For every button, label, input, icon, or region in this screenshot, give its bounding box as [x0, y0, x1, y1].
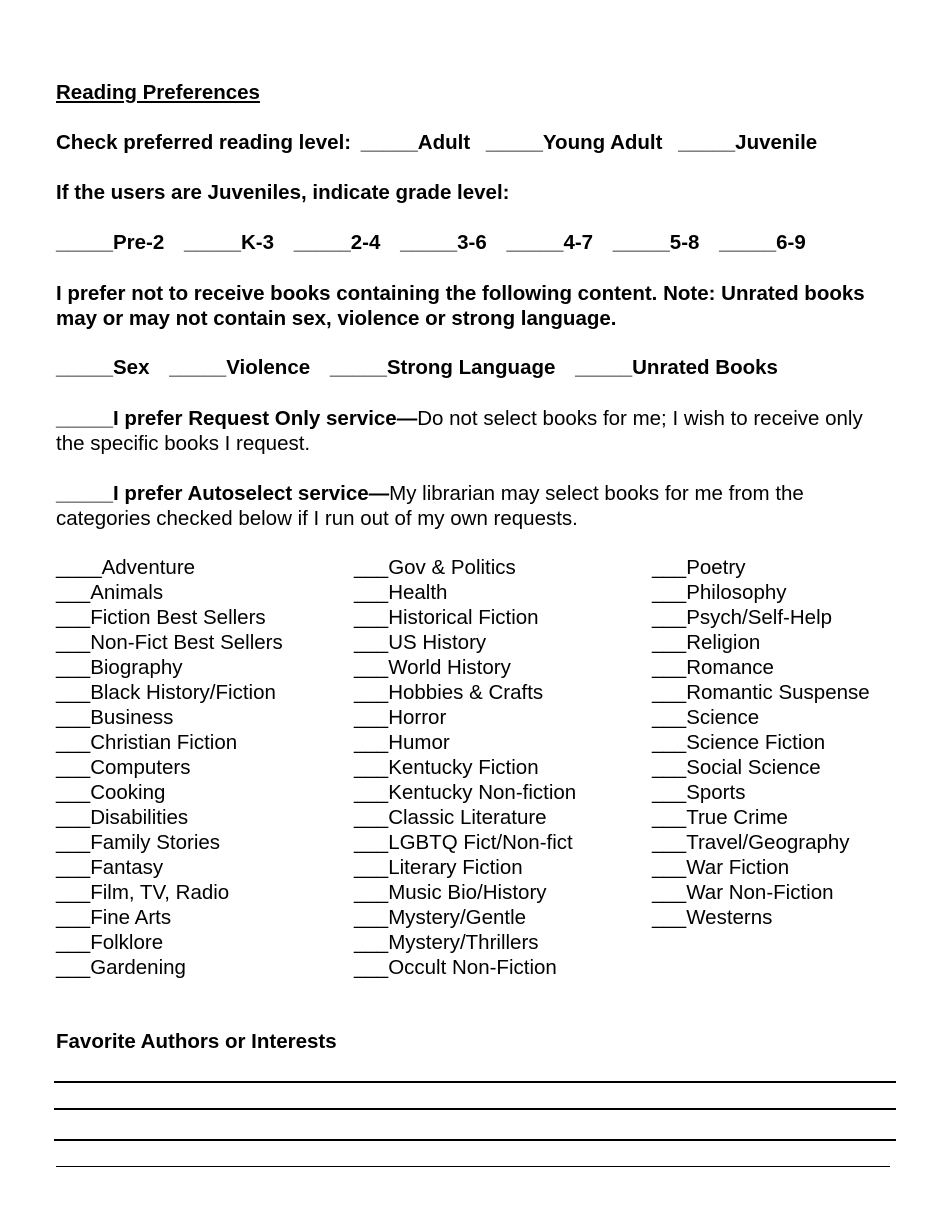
category-item[interactable]: ___Fantasy — [56, 856, 164, 879]
content-exclusion-prompt: I prefer not to receive books containing the following content. Note: Unrated books may or may not contain sex, violence or strong language. — [56, 282, 865, 330]
grade-option-6-9[interactable]: _____6-9 — [719, 231, 806, 254]
category-item[interactable]: ___Black History/Fiction — [56, 681, 276, 704]
favorites-write-line[interactable] — [54, 1108, 896, 1110]
reading-level-adult-option[interactable]: _____Adult — [360, 131, 471, 154]
category-item[interactable]: ___Science — [652, 706, 760, 729]
category-item[interactable]: ___LGBTQ Fict/Non-fict — [354, 831, 573, 854]
category-item[interactable]: ___Sports — [652, 781, 746, 804]
category-item[interactable]: ___Social Science — [652, 756, 821, 779]
grade-option-2-4[interactable]: _____2-4 — [293, 231, 381, 254]
category-item[interactable]: ___Christian Fiction — [56, 731, 238, 754]
category-item[interactable]: ___Travel/Geography — [652, 831, 850, 854]
autoselect-label: _____I prefer Autoselect service— — [56, 482, 390, 505]
category-item[interactable]: ___Family Stories — [56, 831, 221, 854]
category-item[interactable]: ___Business — [56, 706, 174, 729]
autoselect-description: My librarian may select books for me from the categories checked below if I run out of my own requests. — [56, 482, 804, 530]
content-option-unrated-books[interactable]: _____Unrated Books — [575, 356, 778, 379]
category-item[interactable]: ___Mystery/Gentle — [354, 906, 527, 929]
category-item[interactable]: ___Psych/Self-Help — [652, 606, 833, 629]
category-item[interactable]: ___War Non-Fiction — [652, 881, 834, 904]
reading-level-section — [56, 131, 817, 155]
reading-level-young-adult-option[interactable]: _____Young Adult — [485, 131, 663, 154]
reading-level-prompt: Check preferred reading level: — [56, 131, 352, 154]
category-item[interactable]: ___Biography — [56, 656, 183, 679]
category-item[interactable]: ___Health — [354, 581, 448, 604]
category-item[interactable]: ___Fiction Best Sellers — [56, 606, 266, 629]
category-item[interactable]: ___Literary Fiction — [354, 856, 523, 879]
category-item[interactable]: ___Religion — [652, 631, 761, 654]
category-item[interactable]: ___Occult Non-Fiction — [354, 956, 557, 979]
content-exclusion-options — [56, 356, 778, 380]
favorites-write-line[interactable] — [54, 1139, 896, 1141]
content-option-violence[interactable]: _____Violence — [169, 356, 311, 379]
category-column-2 — [354, 555, 576, 980]
category-item[interactable]: ___Classic Literature — [354, 806, 547, 829]
category-item[interactable]: ___Historical Fiction — [354, 606, 539, 629]
category-item[interactable]: ___Gov & Politics — [354, 556, 516, 579]
request-only-label: _____I prefer Request Only service— — [56, 407, 418, 430]
favorites-write-line[interactable] — [54, 1081, 896, 1083]
category-item[interactable]: ___Gardening — [56, 956, 186, 979]
grade-level-prompt: If the users are Juveniles, indicate grade level: — [56, 181, 510, 204]
category-item[interactable]: ___Folklore — [56, 931, 164, 954]
favorites-write-line[interactable] — [56, 1166, 890, 1167]
grade-option-5-8[interactable]: _____5-8 — [612, 231, 700, 254]
category-item[interactable]: ___World History — [354, 656, 511, 679]
request-only-description: Do not select books for me; I wish to receive only the specific books I request. — [56, 407, 863, 455]
favorites-heading: Favorite Authors or Interests — [56, 1030, 337, 1053]
grade-option-k-3[interactable]: _____K-3 — [184, 231, 275, 254]
category-item[interactable]: ___Mystery/Thrillers — [354, 931, 539, 954]
category-item[interactable]: ___Romantic Suspense — [652, 681, 870, 704]
request-only-option[interactable] — [56, 406, 886, 456]
category-item[interactable]: ___War Fiction — [652, 856, 790, 879]
category-item[interactable]: ___Cooking — [56, 781, 166, 804]
category-item[interactable]: ___Humor — [354, 731, 450, 754]
category-item[interactable]: ___US History — [354, 631, 487, 654]
category-item[interactable]: ___Disabilities — [56, 806, 189, 829]
category-item[interactable]: ___Kentucky Non-fiction — [354, 781, 577, 804]
grade-option-3-6[interactable]: _____3-6 — [400, 231, 487, 254]
grade-option-pre-2[interactable]: _____Pre-2 — [56, 231, 165, 254]
category-item[interactable]: ___Film, TV, Radio — [56, 881, 230, 904]
category-item[interactable]: ___Horror — [354, 706, 447, 729]
category-item[interactable]: ____Adventure — [56, 556, 196, 579]
category-column-3 — [652, 555, 870, 930]
category-item[interactable]: ___Romance — [652, 656, 774, 679]
category-item[interactable]: ___Non-Fict Best Sellers — [56, 631, 283, 654]
autoselect-option[interactable] — [56, 481, 886, 531]
page-title: Reading Preferences — [56, 81, 260, 104]
reading-level-juvenile-option[interactable]: _____Juvenile — [678, 131, 818, 154]
grade-level-options — [56, 231, 806, 255]
category-column-1 — [56, 555, 283, 980]
category-item[interactable]: ___Fine Arts — [56, 906, 172, 929]
grade-option-4-7[interactable]: _____4-7 — [506, 231, 594, 254]
category-item[interactable]: ___Philosophy — [652, 581, 787, 604]
category-item[interactable]: ___Kentucky Fiction — [354, 756, 539, 779]
category-item[interactable]: ___Westerns — [652, 906, 773, 929]
category-item[interactable]: ___Hobbies & Crafts — [354, 681, 544, 704]
category-item[interactable]: ___Science Fiction — [652, 731, 826, 754]
category-item[interactable]: ___Computers — [56, 756, 191, 779]
category-item[interactable]: ___Poetry — [652, 556, 746, 579]
content-option-strong-language[interactable]: _____Strong Language — [329, 356, 556, 379]
category-item[interactable]: ___True Crime — [652, 806, 788, 829]
category-item[interactable]: ___Music Bio/History — [354, 881, 547, 904]
content-option-sex[interactable]: _____Sex — [56, 356, 150, 379]
category-item[interactable]: ___Animals — [56, 581, 164, 604]
